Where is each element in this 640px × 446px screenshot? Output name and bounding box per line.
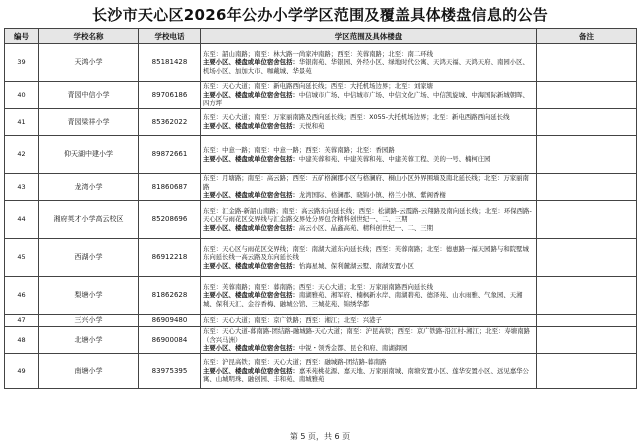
row-number: 49 bbox=[5, 354, 39, 389]
estates-label: 主要小区、楼盘或单位宿舍包括： bbox=[203, 154, 299, 163]
row-note bbox=[537, 327, 637, 354]
district-scope bbox=[201, 315, 537, 327]
district-scope bbox=[201, 82, 537, 109]
estate-list: 南湖雅苑、湘军府、楠枫新水岸、南湖碧苑、德泽苑、山水雨雅、气象园、天湘城、保利天汇、金谷香梅、融城公馆、三城花苑、锦绣华都 bbox=[203, 291, 523, 308]
district-scope bbox=[201, 327, 537, 354]
estates-label: 主要小区、楼盘或单位宿舍包括： bbox=[203, 261, 299, 270]
estates-label: 主要小区、楼盘或单位宿舍包括： bbox=[203, 223, 299, 232]
district-scope bbox=[201, 44, 537, 82]
district-boundary: 东至：天心大道；南至：新电路西向延长线；西至：大托机场边界；北至：刘家塘 bbox=[203, 82, 434, 91]
district-scope bbox=[201, 201, 537, 239]
row-note bbox=[537, 354, 637, 389]
school-name: 龙湾小学 bbox=[39, 174, 139, 201]
district-boundary: 东至：天心区与雨花区交界线；南至：南湖大道东向延长线；西至：芙蓉南路；北至：德惠路一福天园路与和院墅城东向延长线一高云路及东向延长线 bbox=[203, 244, 529, 262]
estate-list: 华银南苑、华银园、外经小区、绿地时代公寓、天鸿天福、天鸿天府、南园小区、机场小区、加加大市、咖戴城、华景苑 bbox=[203, 58, 529, 75]
table-row bbox=[5, 82, 637, 109]
school-phone: 81862628 bbox=[139, 277, 201, 315]
header-note: 备注 bbox=[537, 29, 637, 44]
table-row bbox=[5, 277, 637, 315]
row-number: 44 bbox=[5, 201, 39, 239]
row-number: 45 bbox=[5, 239, 39, 277]
row-note bbox=[537, 201, 637, 239]
row-note bbox=[537, 239, 637, 277]
table-header-row bbox=[5, 29, 637, 44]
district-scope bbox=[201, 239, 537, 277]
estates-label: 主要小区、楼盘或单位宿舍包括： bbox=[203, 122, 299, 130]
school-district-table bbox=[4, 28, 637, 389]
school-phone: 86900084 bbox=[139, 327, 201, 354]
school-phone: 89706186 bbox=[139, 82, 201, 109]
district-scope bbox=[201, 174, 537, 201]
estate-list: 高云小区、晶鑫高苑、精科创世纪一、二、三期 bbox=[298, 223, 434, 232]
estate-list: 中锐・领秀金都、昆仑和府、南湖御园 bbox=[298, 344, 408, 353]
table-row bbox=[5, 239, 637, 277]
table-row bbox=[5, 44, 637, 82]
district-boundary: 东至：沪昆高铁；南至：天心大道；西至：融城路-团结路-暮南路 bbox=[203, 358, 387, 367]
row-number: 41 bbox=[5, 109, 39, 136]
row-note bbox=[537, 315, 637, 327]
table-row bbox=[5, 354, 637, 389]
header-num: 编号 bbox=[5, 29, 39, 44]
district-boundary: 东至：天心大道；南至：京广铁路；西至：湘江；北至：兴港子 bbox=[203, 316, 382, 325]
estates-label: 主要小区、楼盘或单位宿舍包括： bbox=[203, 90, 299, 99]
row-number: 40 bbox=[5, 82, 39, 109]
district-boundary: 东至：天心大道-暮南路-团结路-融城路-天心大道；南至：沪昆高铁；西至：京广铁路-沿江村-湘江；北至：寿塘南路（含兴马洲） bbox=[203, 327, 530, 344]
school-phone: 83975395 bbox=[139, 354, 201, 389]
page-number: 第 5 页，共 6 页 bbox=[289, 432, 351, 441]
school-name: 南塘小学 bbox=[39, 354, 139, 389]
estates-label: 主要小区、楼盘或单位宿舍包括： bbox=[203, 291, 299, 300]
estate-list: 天悦和苑 bbox=[298, 122, 325, 130]
row-note bbox=[537, 136, 637, 174]
school-name: 北塘小学 bbox=[39, 327, 139, 354]
estates-label: 主要小区、楼盘或单位宿舍包括： bbox=[203, 344, 299, 353]
header-tel: 学校电话 bbox=[139, 29, 201, 44]
school-name: 仰天湖中建小学 bbox=[39, 136, 139, 174]
district-scope bbox=[201, 109, 537, 136]
row-note bbox=[537, 277, 637, 315]
school-phone: 86912218 bbox=[139, 239, 201, 277]
header-name: 学校名称 bbox=[39, 29, 139, 44]
estate-list: 怡海星城、保利麓湖云墅、南湖安置小区 bbox=[298, 261, 414, 270]
estate-list: 嘉禾苑桃花源、嘉天地、万家丽南城、南塘安置小区、莲华安置小区、远见嘉华公寓、山城明珠、融创园、丰和苑、南城雅苑 bbox=[203, 366, 529, 384]
row-number: 42 bbox=[5, 136, 39, 174]
school-phone: 85208696 bbox=[139, 201, 201, 239]
school-phone: 86909480 bbox=[139, 315, 201, 327]
table-row bbox=[5, 315, 637, 327]
estate-list: 中信城市广场、中信城市广场、中信文化广场、中信凯旋城、中海国际新城朝晖、四方坪 bbox=[203, 90, 529, 108]
estates-label: 主要小区、楼盘或单位宿舍包括： bbox=[203, 58, 299, 67]
district-boundary: 东至：天心大道；南至：万家丽南路及西向延长线；西至：X055-大托机场边界；北至：新电西路西向延长线 bbox=[203, 113, 510, 122]
school-name: 湘府英才小学高云校区 bbox=[39, 201, 139, 239]
row-number: 46 bbox=[5, 277, 39, 315]
row-number: 47 bbox=[5, 315, 39, 327]
district-boundary: 东至：月塘路；南至：高云路；西至：五矿格澜郡小区与格澜府、桐山小区外界围墙及南北延长线；北至：万家丽南路 bbox=[203, 174, 529, 191]
row-note bbox=[537, 174, 637, 201]
table-row bbox=[5, 327, 637, 354]
estate-list: 龙湾国际、格澜郡、晓锦小镇、格兰小镇、紫阁香榭 bbox=[298, 191, 446, 200]
row-note bbox=[537, 44, 637, 82]
district-boundary: 东至：芙蓉南路；南至：暮南路；西至：天心大道；北至：万家丽南路西向延长线 bbox=[203, 282, 434, 291]
school-name: 三兴小学 bbox=[39, 315, 139, 327]
district-boundary: 东至：中意一路；南至：中意一路；西至：芙蓉南路；北至：香园路 bbox=[203, 145, 395, 154]
school-name: 梨塘小学 bbox=[39, 277, 139, 315]
school-name: 西湖小学 bbox=[39, 239, 139, 277]
district-boundary: 东至：汇金路-新韶山南路；南至：高云路东向延长线；西至：松湖路-云霞路-云翔路及南向延长线；北至：环保西路-天心区与雨花区交界线与汇金路交界处分界包含精科创世纪一、二、三期 bbox=[203, 206, 532, 224]
estate-list: 中建芙蓉和苑、中建芙蓉和苑、中建芙蓉工程、美的一号、楠柯庄园 bbox=[298, 154, 491, 163]
page-title: 长沙市天心区2026年公办小学学区范围及覆盖具体楼盘信息的公告 bbox=[91, 6, 549, 24]
row-note bbox=[537, 109, 637, 136]
school-phone: 81860687 bbox=[139, 174, 201, 201]
table-row bbox=[5, 201, 637, 239]
estates-label: 主要小区、楼盘或单位宿舍包括： bbox=[203, 366, 299, 375]
table-row bbox=[5, 174, 637, 201]
district-scope bbox=[201, 277, 537, 315]
school-phone: 85181428 bbox=[139, 44, 201, 82]
district-boundary: 东至：韶山南路；南至：林大路一尚家冲南路；西至：芙蓉南路；北至：南二环线 bbox=[203, 49, 434, 58]
row-number: 43 bbox=[5, 174, 39, 201]
row-note bbox=[537, 82, 637, 109]
table-row bbox=[5, 109, 637, 136]
district-scope bbox=[201, 354, 537, 389]
row-number: 48 bbox=[5, 327, 39, 354]
row-number: 39 bbox=[5, 44, 39, 82]
school-name: 青园梁祥小学 bbox=[39, 109, 139, 136]
header-scope: 学区范围及具体楼盘 bbox=[201, 29, 537, 44]
school-name: 青园中信小学 bbox=[39, 82, 139, 109]
school-phone: 85362022 bbox=[139, 109, 201, 136]
school-phone: 89872661 bbox=[139, 136, 201, 174]
estates-label: 主要小区、楼盘或单位宿舍包括： bbox=[203, 191, 299, 200]
table-row bbox=[5, 136, 637, 174]
district-scope bbox=[201, 136, 537, 174]
school-name: 天鸿小学 bbox=[39, 44, 139, 82]
